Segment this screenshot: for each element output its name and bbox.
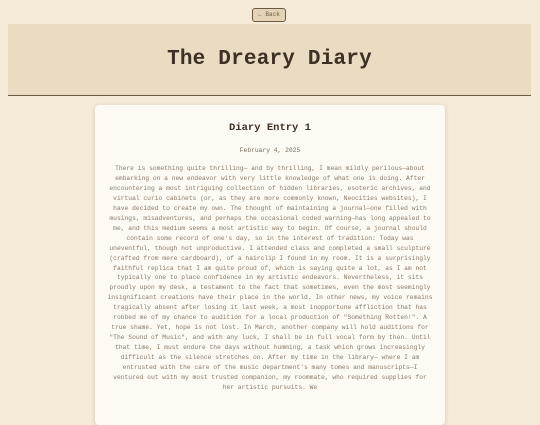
back-button[interactable]: ← Back (252, 8, 286, 22)
site-header (8, 24, 531, 96)
entry-date: February 4, 2025 (239, 147, 301, 154)
diary-entry-card (95, 105, 445, 425)
entry-body: There is something quite thrilling— and by thrilling, I mean mildly perilous—about embarking on a new endeavor with very little knowledge of what one is doing. After encountering a most intriguing collection of hidden libraries, esoteric archives, and virtual curio cabinets (or, as they are more commonly known, Neocities websites), I have decided to create my own. The thought of maintaining a journal—one filled with musings, misadventures, and perhaps the occasional coded warning—has long appealed to me, and this medium seems a most artistic way to begin. Of course, a journal should contain some record of one's day, so in the interest of tradition: Today was uneventful, though not unproductive. I attended class and completed a small sculpture (crafted from mere cardboard), of a hairclip I found in my room. It is a surprisingly faithful replica that I am quite proud of, which is saying quite a lot, as I am not typically one to place confidence in my artistic endeavors. Nevertheless, it sits proudly upon my desk, a testament to the fact that sometimes, even the most seemingly insignificant creations have their place in the world. In other news, my voice remains tragically absent after losing it last week, a most inopportune affliction that has robbed me of my chance to audition for a local production of "Something Rotten!". A true shame. Yet, hope is not lost. In March, another company will hold auditions for "The Sound of Music", and with any luck, I shall be in full vocal form by then. Until that time, I must endure the days without humming, a task which grows increasingly difficult as the silence stretches on. After my time in the library— where I am entrusted with the care of the music department's many tomes and manuscripts—I ventured out with my most trusted companion, my roommate, who required supplies for her artistic pursuits. We (107, 165, 433, 391)
entry-title: Diary Entry 1 (229, 122, 311, 134)
site-title: The Dreary Diary (167, 48, 372, 71)
